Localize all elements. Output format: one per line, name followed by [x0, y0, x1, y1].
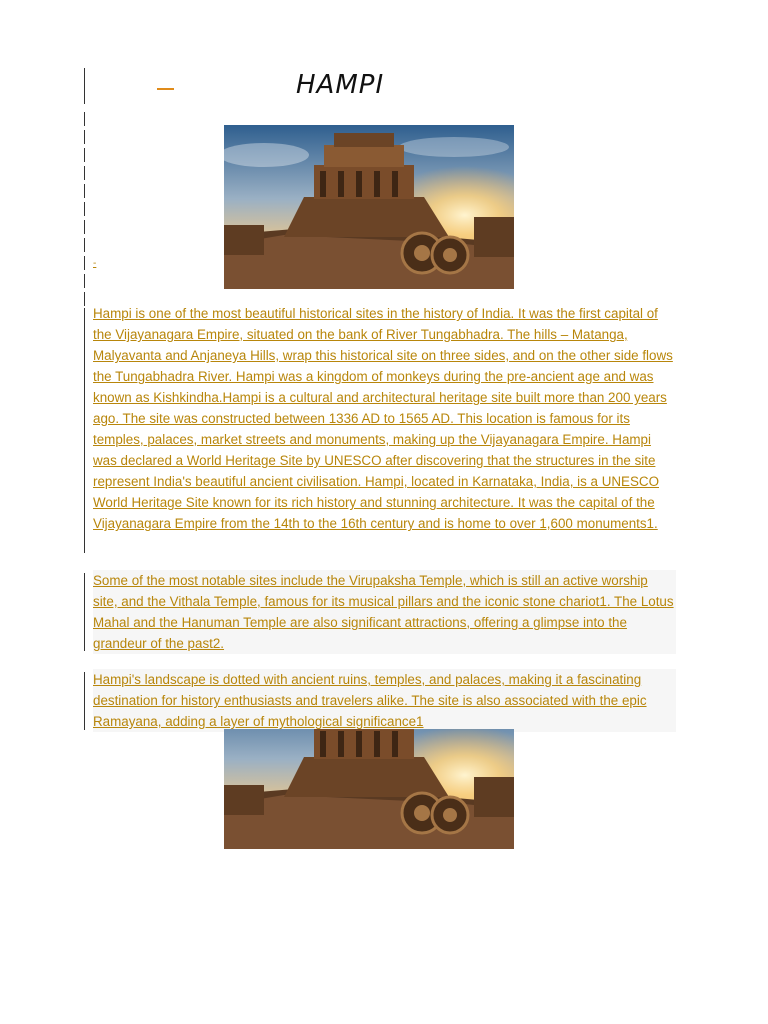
paragraph-2: Some of the most notable sites include the Virupaksha Temple, which is still an active worship site, and the Vithala Temple, famous for its musical pillars and the iconic stone chariot1. The Lotus Mahal and the Hanuman Temple are also significant attractions, offering a glimpse into the grandeur of the past2.	[93, 570, 676, 654]
revision-bar	[84, 220, 85, 234]
orange-dash	[157, 88, 174, 90]
document-title: HAMPI	[296, 70, 385, 100]
revision-bar	[84, 274, 85, 288]
revision-bar	[84, 256, 85, 270]
hampi-stone-chariot-photo-icon	[224, 729, 514, 849]
revision-bar	[84, 166, 85, 180]
revision-bar	[84, 68, 85, 104]
revision-bar	[84, 112, 85, 126]
paragraph-1: Hampi is one of the most beautiful historical sites in the history of India. It was the first capital of the Vijayanagara Empire, situated on the bank of River Tungabhadra. The hills – Matanga, Malyavanta and Anjaneya Hills, wrap this historical site on three sides, and on the other side flows the Tungabhadra River. Hampi was a kingdom of monkeys during the pre-ancient age and was known as Kishkindha.Hampi is a cultural and architectural heritage site built more than 200 years ago. The site was constructed between 1336 AD to 1565 AD. This location is famous for its temples, palaces, market streets and monuments, making up the Vijayanagara Empire. Hampi was declared a World Heritage Site by UNESCO after discovering that the structures in the site represent India's beautiful ancient civilisation. Hampi, located in Karnataka, India, is a UNESCO World Heritage Site known for its rich history and stunning architecture. It was the capital of the Vijayanagara Empire from the 14th to the 16th century and is home to over 1,600 monuments1.	[93, 306, 673, 531]
revision-bar	[84, 202, 85, 216]
revision-bar	[84, 148, 85, 162]
revision-bar	[84, 308, 85, 553]
revision-bar	[84, 184, 85, 198]
revision-bar	[84, 238, 85, 252]
revision-bar	[84, 573, 85, 651]
hampi-stone-chariot-photo-icon	[224, 125, 514, 289]
revision-bar	[84, 672, 85, 730]
stray-link[interactable]: -	[93, 258, 97, 269]
paragraph-3: Hampi's landscape is dotted with ancient ruins, temples, and palaces, making it a fascinating destination for history enthusiasts and travelers alike. The site is also associated with the epic Ramayana, adding a layer of mythological significance1	[93, 669, 676, 732]
revision-bar	[84, 292, 85, 306]
revision-bar	[84, 130, 85, 144]
